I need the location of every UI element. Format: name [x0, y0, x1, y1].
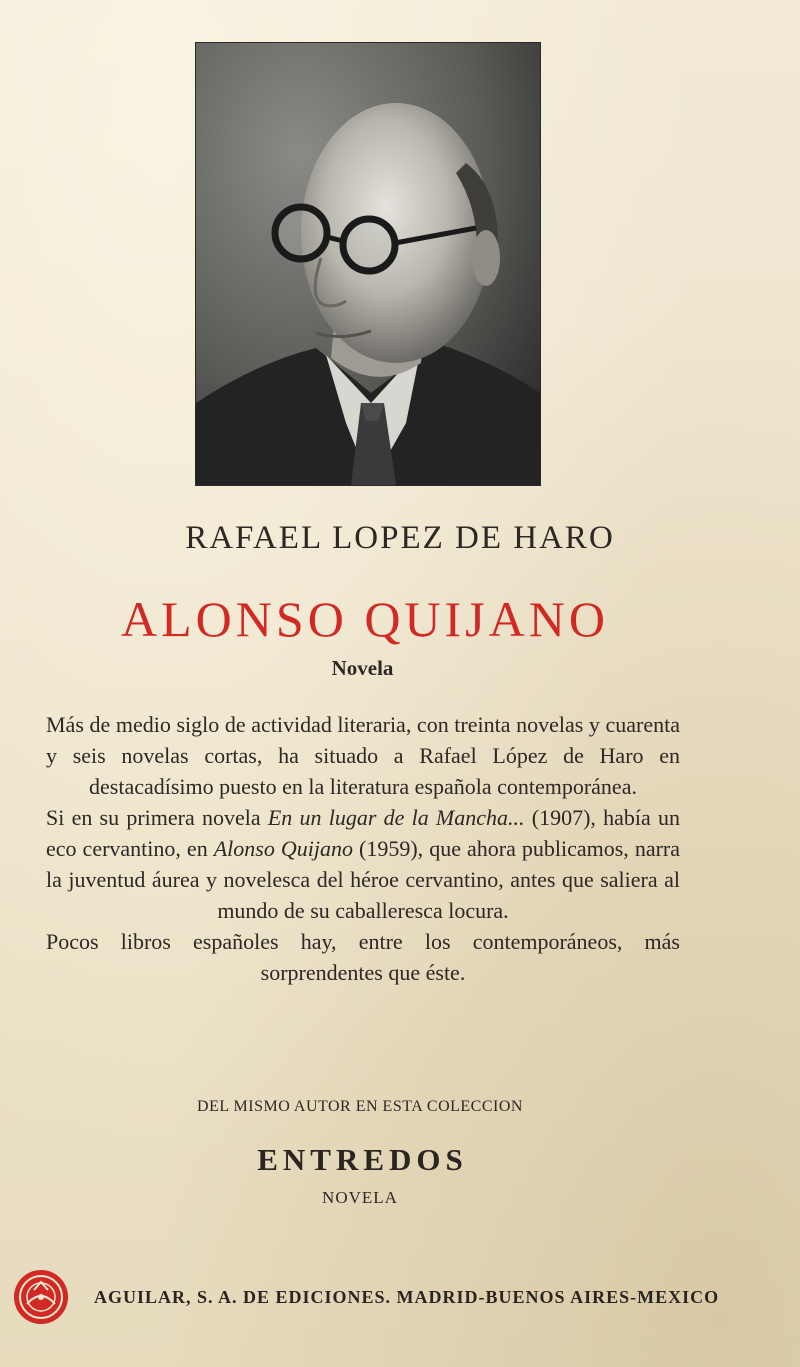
- same-author-heading: DEL MISMO AUTOR EN ESTA COLECCION: [197, 1098, 523, 1115]
- author-name: RAFAEL LOPEZ DE HARO: [185, 520, 615, 556]
- first-novel-title: En un lugar de la Mancha...: [267, 805, 525, 830]
- author-portrait-photo: [196, 43, 540, 485]
- blurb-paragraph-1: Más de medio siglo de actividad literaria, con treinta novelas y cuarenta y seis novelas cortas, ha situado a Rafael López de Haro en destacadísimo puesto en la literatura española contemporánea.: [46, 712, 680, 799]
- book-title: ALONSO QUIJANO: [121, 591, 609, 647]
- novel-title-italic: Alonso Quijano: [213, 836, 353, 861]
- publisher-logo-icon: [12, 1268, 70, 1326]
- blurb-paragraph-2: [46, 802, 680, 926]
- other-book-title: ENTREDOS: [257, 1142, 468, 1177]
- blurb-text: (1959), que ahora publicamos, narra la juventud áurea y novelesca del héroe cervantino, antes que saliera al mundo de su caballeresca locura.: [46, 836, 680, 923]
- other-book-genre: NOVELA: [322, 1188, 398, 1207]
- blurb: [46, 709, 680, 988]
- blurb-text: (1907), había un eco cervantino, en: [46, 805, 680, 861]
- publisher-imprint: AGUILAR, S. A. DE EDICIONES. MADRID-BUENOS AIRES-MEXICO: [94, 1287, 720, 1307]
- blurb-paragraph-3: Pocos libros españoles hay, entre los contemporáneos, más sorprendentes que éste.: [46, 929, 680, 985]
- book-genre: Novela: [331, 656, 394, 680]
- blurb-text: Si en su primera novela: [46, 805, 268, 830]
